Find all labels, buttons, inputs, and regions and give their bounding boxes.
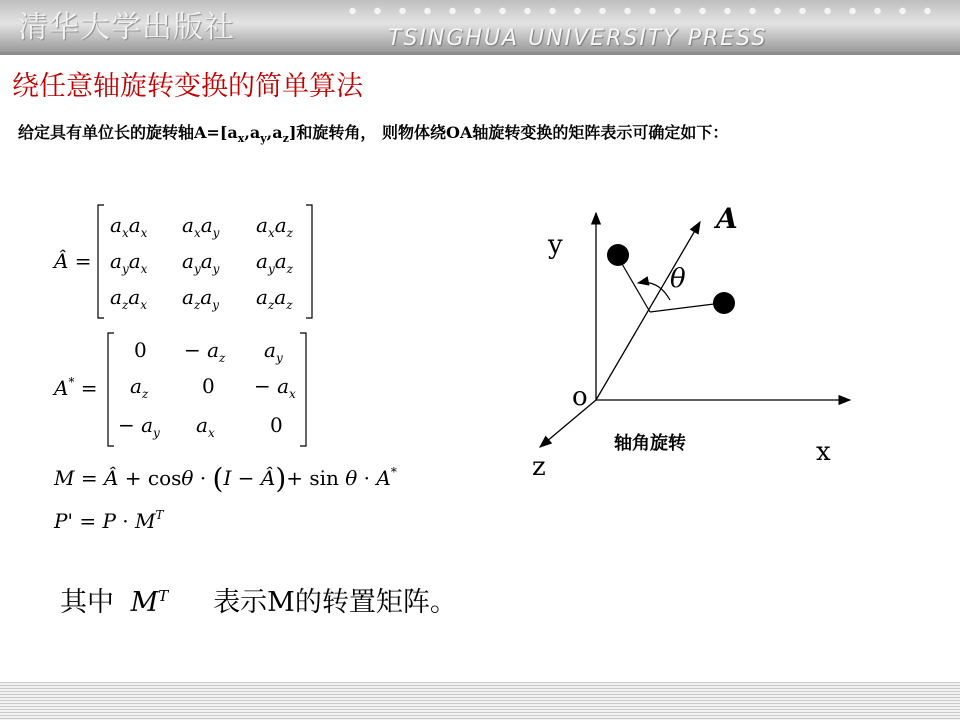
a-star-cell: 0 bbox=[270, 413, 283, 437]
transpose-note bbox=[60, 580, 457, 619]
intro-sub-z: z bbox=[282, 132, 289, 146]
a-star-cell: − $a_z$ bbox=[184, 338, 226, 365]
intro-sub-y: y bbox=[260, 132, 267, 146]
axis-a-label: A bbox=[716, 202, 738, 235]
a-star-bracket-left bbox=[108, 333, 114, 446]
p-equation-text: $P' = P \cdot M^T$ bbox=[54, 508, 164, 533]
theta-label: θ bbox=[670, 264, 686, 294]
a-star-cell: 0 bbox=[134, 338, 147, 362]
y-axis-label: y bbox=[548, 230, 563, 260]
publisher-logo-en: TSINGHUA UNIVERSITY PRESS bbox=[388, 26, 768, 51]
a-hat-cell: $a_xa_x$ bbox=[110, 213, 148, 240]
a-hat-cell: $a_ya_x$ bbox=[110, 249, 148, 276]
a-hat-bracket-right bbox=[306, 205, 312, 318]
a-hat-cell: $a_za_y$ bbox=[182, 285, 219, 312]
a-star-cell: $a_z$ bbox=[130, 374, 149, 401]
radius-segment bbox=[618, 257, 650, 312]
diagram-caption: 轴角旋转 bbox=[614, 433, 686, 454]
footer-band bbox=[0, 682, 960, 720]
intro-sub-x: x bbox=[237, 132, 245, 146]
a-hat-cell: $a_za_x$ bbox=[110, 285, 147, 312]
a-hat-cell: $a_ya_z$ bbox=[256, 249, 293, 276]
a-star-cell: − $a_y$ bbox=[118, 413, 160, 440]
m-equation-text: M = Â + cosθ · (I − Â)+ sin θ · A* bbox=[54, 462, 397, 495]
a-hat-cell: $a_xa_z$ bbox=[256, 213, 293, 240]
p-equation bbox=[53, 508, 164, 533]
intro-text-part4: ]和旋转角， 则物体绕OA轴旋转变换的矩阵表示可确定如下： bbox=[288, 123, 729, 142]
a-star-lhs: A* = bbox=[54, 375, 98, 400]
rotation-arc bbox=[638, 282, 670, 300]
note-text-after: 表示M的转置矩阵。 bbox=[213, 587, 457, 618]
a-star-cell: − $a_x$ bbox=[254, 374, 296, 401]
a-star-cell: $a_x$ bbox=[196, 413, 215, 440]
a-hat-cell: $a_xa_y$ bbox=[182, 213, 220, 240]
note-symbol bbox=[131, 587, 197, 618]
a-hat-cell: $a_za_z$ bbox=[256, 285, 293, 312]
radius-segment bbox=[650, 303, 722, 312]
a-hat-bracket-left bbox=[98, 205, 104, 318]
publisher-logo-cn: 清华大学出版社 bbox=[18, 10, 235, 45]
x-axis-label: x bbox=[816, 437, 831, 467]
equations-block bbox=[0, 0, 520, 560]
intro-text-part2: ,a bbox=[244, 123, 261, 142]
note-text-before: 其中 bbox=[60, 587, 114, 618]
point-before-rotation bbox=[607, 244, 629, 266]
a-star-bracket-right bbox=[300, 333, 306, 446]
a-hat-cell: $a_ya_y$ bbox=[182, 249, 220, 276]
a-star-cell: 0 bbox=[202, 374, 215, 398]
axis-rotation-diagram bbox=[520, 195, 920, 495]
m-equation bbox=[53, 462, 397, 495]
note-symbol-sup: T bbox=[158, 587, 169, 605]
slide-title: 绕任意轴旋转变换的简单算法 bbox=[12, 71, 363, 102]
origin-label: o bbox=[572, 382, 588, 412]
note-symbol-m: M bbox=[130, 587, 159, 618]
z-axis-label: z bbox=[532, 452, 546, 482]
point-after-rotation bbox=[713, 292, 735, 314]
a-star-cell: $a_y$ bbox=[264, 338, 283, 365]
a-hat-equation bbox=[52, 205, 312, 318]
a-star-equation bbox=[52, 333, 306, 446]
intro-text-part1: 给定具有单位长的旋转轴A=[a bbox=[18, 123, 238, 142]
a-hat-lhs: Â = bbox=[54, 249, 92, 273]
intro-text-part3: ,a bbox=[266, 123, 283, 142]
